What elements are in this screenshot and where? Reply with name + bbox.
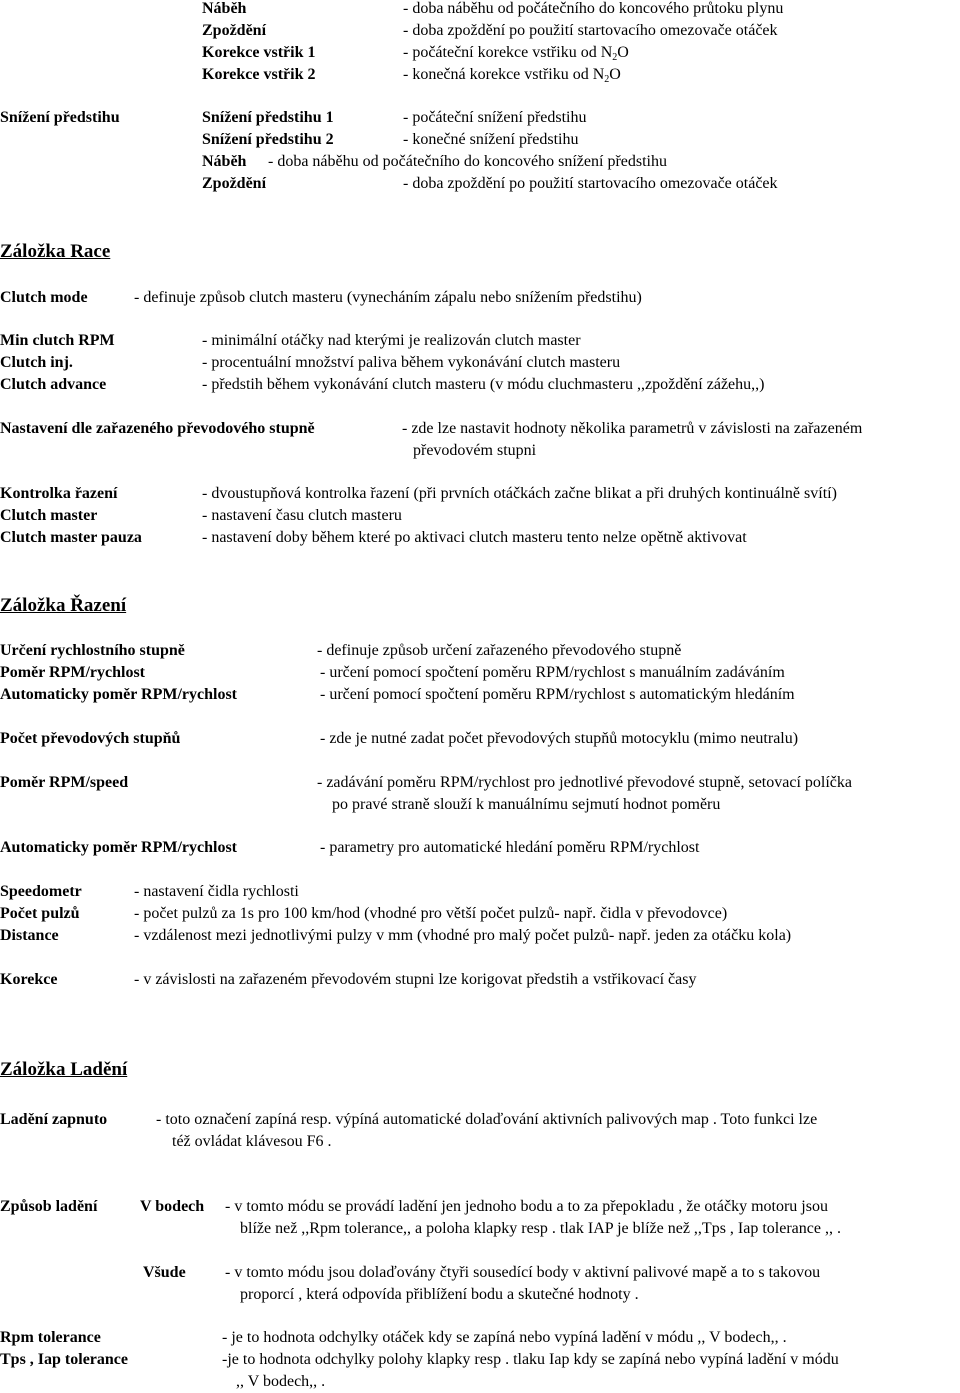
urceni-desc: - definuje způsob určení zařazeného převodového stupně [317, 642, 682, 659]
pomer-label: Poměr RPM/rychlost [0, 664, 145, 681]
zpozdeni-label: Zpoždění [202, 22, 267, 39]
razeni-heading: Záložka Řazení [0, 595, 127, 616]
speed-desc-1: - zadávání poměru RPM/rychlost pro jednotlivé převodové stupně, setovací políčka [317, 774, 852, 791]
clutch-master-desc: - nastavení času clutch masteru [202, 507, 402, 524]
race-heading: Záložka Race [0, 241, 111, 262]
pulzu-label: Počet pulzů [0, 905, 80, 922]
clutch-mode-label: Clutch mode [0, 289, 88, 306]
snizeni-nabeh-label: Náběh [202, 153, 247, 170]
nastaveni-desc-1: - zde lze nastavit hodnoty několika parametrů v závislosti na zařazeném [402, 420, 863, 437]
clutch-advance-label: Clutch advance [0, 376, 107, 393]
korekce1-label: Korekce vstřik 1 [202, 44, 316, 61]
clutch-mode-desc: - definuje způsob clutch masteru (vynecháním zápalu nebo snížením předstihu) [134, 289, 642, 306]
vbodech-desc-1: - v tomto módu se provádí ladění jen jednoho bodu a to za přepokladu , že otáčky motoru jsou [225, 1198, 828, 1215]
min-rpm-desc: - minimální otáčky nad kterými je realizován clutch master [202, 332, 581, 349]
clutch-advance-desc: - předstih během vykonávání clutch masteru (v módu cluchmasteru ,,zpoždění zážehu,,) [202, 376, 765, 393]
snizeni-label: Snížení předstihu [0, 109, 120, 126]
rpm-tolerance-label: Rpm tolerance [0, 1329, 101, 1346]
korekce2-desc: - konečná korekce vstřiku od N2O [403, 66, 621, 85]
kontrolka-label: Kontrolka řazení [0, 485, 118, 502]
snizeni1-label: Snížení předstihu 1 [202, 109, 334, 126]
pomer-desc: - určení pomocí spočtení poměru RPM/rychlost s manuálním zadáváním [320, 664, 785, 681]
min-rpm-label: Min clutch RPM [0, 332, 115, 349]
korekce-desc: - v závislosti na zařazeném převodovém stupni lze korigovat předstih a vstřikovací časy [134, 971, 697, 988]
vsude-desc-1: - v tomto módu jsou dolaďovány čtyři sousedící body v aktivní palivové mapě a to s takovou [225, 1264, 821, 1281]
distance-desc: - vzdálenost mezi jednotlivými pulzy v mm (vhodné pro malý počet pulzů- např. jeden za otáčku kola) [134, 927, 792, 944]
tps-tolerance-desc-2: ,, V bodech,, . [236, 1373, 326, 1390]
zpozdeni-desc: - doba zpoždění po použití startovacího omezovače otáček [403, 22, 778, 39]
vbodech-desc-2: blíže než ,,Rpm tolerance,, a poloha klapky resp . tlak IAP je blíže než ,,Tps , Iap tolerance ,, . [240, 1220, 841, 1237]
auto2-desc: - parametry pro automatické hledání poměru RPM/rychlost [320, 839, 700, 856]
snizeni-nabeh-desc: - doba náběhu od počátečního do koncového snížení předstihu [268, 153, 667, 170]
zpusob-label: Způsob ladění [0, 1198, 98, 1215]
snizeni-zpozdeni-desc: - doba zpoždění po použití startovacího omezovače otáček [403, 175, 778, 192]
korekce2-label: Korekce vstřik 2 [202, 66, 316, 83]
clutch-pauza-label: Clutch master pauza [0, 529, 142, 546]
kontrolka-desc: - dvoustupňová kontrolka řazení (při prvních otáčkách začne blikat a při druhých kontinuálně svítí) [202, 485, 837, 502]
distance-label: Distance [0, 927, 59, 944]
snizeni-zpozdeni-label: Zpoždění [202, 175, 267, 192]
nabeh-label: Náběh [202, 0, 247, 17]
snizeni2-label: Snížení předstihu 2 [202, 131, 334, 148]
auto-pomer-desc: - určení pomocí spočtení poměru RPM/rychlost s automatickým hledáním [320, 686, 795, 703]
pocet-desc: - zde je nutné zadat počet převodových stupňů motocyklu (mimo neutralu) [320, 730, 799, 747]
tps-tolerance-desc-1: -je to hodnota odchylky polohy klapky resp . tlaku Iap kdy se zapíná nebo vypíná ladění v módu [222, 1351, 839, 1368]
speed-desc-2: po pravé straně slouží k manuálnímu sejmutí hodnot poměru [332, 796, 721, 813]
nastaveni-label: Nastavení dle zařazeného převodového stupně [0, 420, 315, 437]
korekce1-desc: - počáteční korekce vstřiku od N2O [403, 44, 629, 63]
clutch-pauza-desc: - nastavení doby během které po aktivaci clutch masteru tento nelze opětně aktivovat [202, 529, 747, 546]
snizeni1-desc: - počáteční snížení předstihu [403, 109, 587, 126]
auto-pomer-label: Automaticky poměr RPM/rychlost [0, 686, 237, 703]
snizeni2-desc: - konečné snížení předstihu [403, 131, 579, 148]
urceni-label: Určení rychlostního stupně [0, 642, 185, 659]
pocet-label: Počet převodových stupňů [0, 730, 181, 747]
speedo-desc: - nastavení čidla rychlosti [134, 883, 299, 900]
speedo-label: Speedometr [0, 883, 82, 900]
nastaveni-desc-2: převodovém stupni [413, 442, 537, 459]
clutch-inj-label: Clutch inj. [0, 354, 73, 371]
pulzu-desc: - počet pulzů za 1s pro 100 km/hod (vhodné pro větší počet pulzů- např. čidla v převodovce) [134, 905, 728, 922]
tps-tolerance-label: Tps , Iap tolerance [0, 1351, 128, 1368]
nabeh-desc: - doba náběhu od počátečního do koncového průtoku plynu [403, 0, 784, 17]
ladeni-heading: Záložka Ladění [0, 1059, 128, 1080]
vsude-desc-2: proporcí , která odpovída přiblížení bodu a skutečné hodnoty . [240, 1286, 639, 1303]
zapnuto-label: Ladění zapnuto [0, 1111, 108, 1128]
speed-label: Poměr RPM/speed [0, 774, 129, 791]
auto2-label: Automaticky poměr RPM/rychlost [0, 839, 237, 856]
clutch-master-label: Clutch master [0, 507, 98, 524]
rpm-tolerance-desc: - je to hodnota odchylky otáček kdy se zapíná nebo vypíná ladění v módu ,, V bodech,, . [222, 1329, 787, 1346]
korekce-label: Korekce [0, 971, 58, 988]
vsude-label: Všude [143, 1264, 186, 1281]
zapnuto-desc-1: - toto označení zapíná resp. výpíná automatické dolaďování aktivních palivových map . Toto funkci lze [156, 1111, 818, 1128]
vbodech-label: V bodech [140, 1198, 205, 1215]
zapnuto-desc-2: též ovládat klávesou F6 . [172, 1133, 332, 1150]
clutch-inj-desc: - procentuální množství paliva během vykonávání clutch masteru [202, 354, 621, 371]
